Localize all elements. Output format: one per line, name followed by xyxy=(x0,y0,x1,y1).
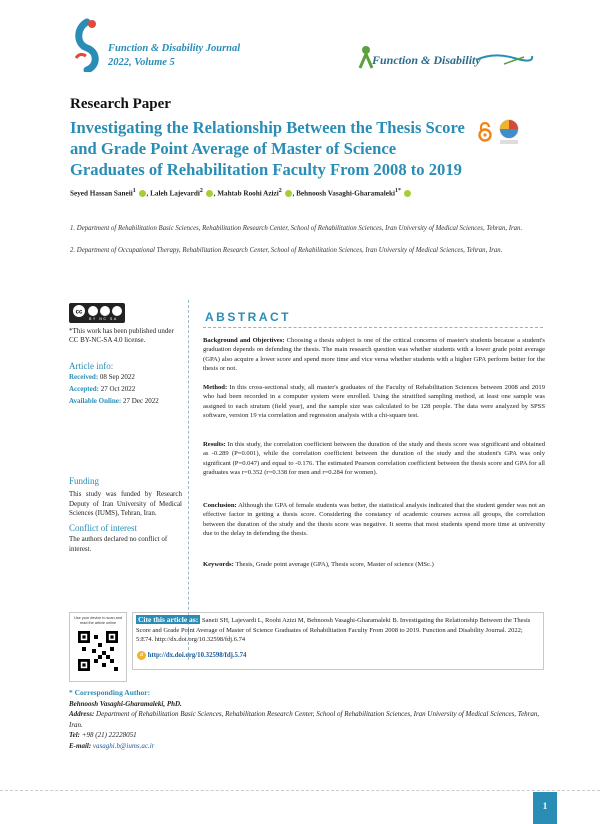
funding-text: This study was funded by Research Deputy of Iran University of Medical Sciences (IUMS), Tehran, Iran. xyxy=(69,490,182,517)
author-sup: 2 xyxy=(199,188,203,194)
orcid-icon[interactable] xyxy=(139,190,146,197)
orcid-icon[interactable] xyxy=(206,190,213,197)
cc-badge-text: BY NC SA xyxy=(89,317,118,321)
footer-rule xyxy=(0,790,600,791)
corresponding-heading: * Corresponding Author: xyxy=(69,688,151,697)
paper-title: Investigating the Relationship Between the Thesis Score and Grade Point Average of Master of Science Graduates of Rehabilitation Faculty From 2008 to 2019 xyxy=(70,118,465,179)
crossmark-icon[interactable] xyxy=(498,119,520,150)
email-link[interactable]: vasaghi.b@iums.ac.ir xyxy=(92,741,155,750)
abstract-rule xyxy=(203,327,543,328)
conflict-text: The authors declared no conflict of interest. xyxy=(69,535,168,553)
doi-link[interactable]: d http://dx.doi.org/10.32598/fdj.5.74 xyxy=(137,651,246,660)
qr-caption: Use your device to scan and read the article online xyxy=(74,616,122,625)
article-info xyxy=(69,362,182,407)
abstract-results: Results: In this study, the correlation coefficient between the duration of the study and thesis score was significant and obtained as -0.289 (P=0.001), while the correlation coefficient between the duration of the study and the student's GPA was only significant (P=0.047) and equal to -0.176. The estimated Pearson correlation coefficient between the thesis score and GPA for all graduates was r=0.352 (r=0.338 for men and r=0.284 for women). xyxy=(203,441,545,477)
cc-license-badge[interactable] xyxy=(69,303,125,323)
orcid-icon[interactable] xyxy=(285,190,292,197)
author-name: Behnoosh Vasaghi-Gharamaleki xyxy=(296,189,395,198)
conflict-heading: Conflict of interest xyxy=(69,523,137,534)
author-name: Mahtab Roohi Azizi xyxy=(217,189,279,198)
license-text: *This work has been published under CC BY-NC-SA 4.0 license. xyxy=(69,327,174,345)
open-access-icon xyxy=(477,122,493,147)
qr-panel xyxy=(69,612,127,682)
page-number: 1 xyxy=(533,792,557,824)
affiliation-2: 2. Department of Occupational Therapy, Rehabilitation Research Center, School of Rehabilitation Sciences, Iran University of Medical Sciences, Tehran, Iran. xyxy=(70,247,503,254)
journal-header xyxy=(108,42,240,70)
funding-section xyxy=(69,477,182,554)
journal-name: Function & Disability Journal xyxy=(108,43,241,54)
column-divider xyxy=(188,300,189,660)
article-info-heading: Article info: xyxy=(69,361,114,371)
online-row: Available Online: 27 Dec 2022 xyxy=(69,397,159,406)
journal-issue: 2022, Volume 5 xyxy=(108,57,175,68)
qr-code[interactable] xyxy=(78,631,118,671)
abstract-background: Background and Objectives: Choosing a thesis subject is one of the critical concerns of master's students because a student's graduation depends on defending the thesis. The main research question was whether students with a lower grade point average (GPA) also acquire a lower score and spend more time and vice versa whether students with a higher GPA perform better for the thesis or not. xyxy=(203,337,545,373)
accepted-row: Accepted: 27 Oct 2022 xyxy=(69,385,136,394)
citation-label: Cite this article as: xyxy=(138,615,199,624)
author-sup: 2 xyxy=(278,188,282,194)
author-sup: 1* xyxy=(394,188,401,194)
funding-heading: Funding xyxy=(69,476,100,486)
abstract-heading: ABSTRACT xyxy=(205,310,291,324)
paper-type: Research Paper xyxy=(70,96,171,112)
corresponding-tel: Tel: +98 (21) 22228051 xyxy=(69,731,137,739)
corresponding-author xyxy=(69,688,549,751)
corresponding-address: Address: Department of Rehabilitation Basic Sciences, Rehabilitation Research Center, School of Rehabilitation Sciences, Iran University of Medical Sciences, Tehran, Iran. xyxy=(69,710,540,729)
abstract-conclusion: Conclusion: Although the GPA of female students was better, the statistical analysis indicated that the student gender was not an effective factor in getting a thesis score. Considering the constancy of academic courses across all groups, the correlation between the duration of the study and the thesis score was negative. It seems that most students spend more time at university due to the delay in defending the thesis. xyxy=(203,502,545,538)
abstract-keywords: Keywords: Thesis, Grade point average (GPA), Thesis score, Master of science (MSc.) xyxy=(203,561,434,568)
author-list: Seyed Hassan Saneii$^1$ , Laleh Lajevardi$^2$ , Mahtab Roohi Azizi$^2$ , Behnoosh Vasaghi-Gharamaleki$^{1*}$ xyxy=(70,188,540,197)
svg-text:cc: cc xyxy=(75,309,83,316)
author-name: Seyed Hassan Saneii xyxy=(70,189,133,198)
abstract-method: Method: In this cross-sectional study, all master's graduates of the Faculty of Rehabilitation Sciences between 2008 and 2019 who had been recorded in a computer system were enrolled. Using the stratified sampling method, at least one sample was assigned to each stratum (field year), and the sample size was calculated to be 128 people. The data were analyzed by SPSS software, version 19 via correlation and regression analysis with a chi-square test. xyxy=(203,384,545,420)
author-sup: 1 xyxy=(132,188,136,194)
corresponding-email: E-mail: vasaghi.b@iums.ac.ir xyxy=(69,741,155,750)
received-row: Received: 08 Sep 2022 xyxy=(69,373,135,382)
affiliation-1: 1. Department of Rehabilitation Basic Sciences, Rehabilitation Research Center, School of Rehabilitation Sciences, Iran University of Medical Sciences, Tehran, Iran. xyxy=(70,225,523,232)
orcid-icon[interactable] xyxy=(404,190,411,197)
corresponding-name: Behnoosh Vasaghi-Gharamaleki, PhD. xyxy=(69,699,182,708)
citation-text: Cite this article as: Saneii SH, Lajevardi L, Roohi Azizi M, Behnoosh Vasaghi-Gharamaleki B. Investigating the Relationship Between the Thesis Score and Grade Point Average of Master of Science Graduates of Rehabilitation Faculty From 2008 to 2019. Function and Disability Journal. 2022; 5:E74. http://dx.doi.org/10.32598/fdj.6.74 xyxy=(136,615,531,644)
doi-icon: d xyxy=(137,651,146,660)
brand-logo xyxy=(356,44,536,74)
author-name: Laleh Lajevardi xyxy=(150,189,200,198)
brand-logo-text: Function & Disability xyxy=(372,53,481,67)
journal-logo xyxy=(70,18,104,72)
